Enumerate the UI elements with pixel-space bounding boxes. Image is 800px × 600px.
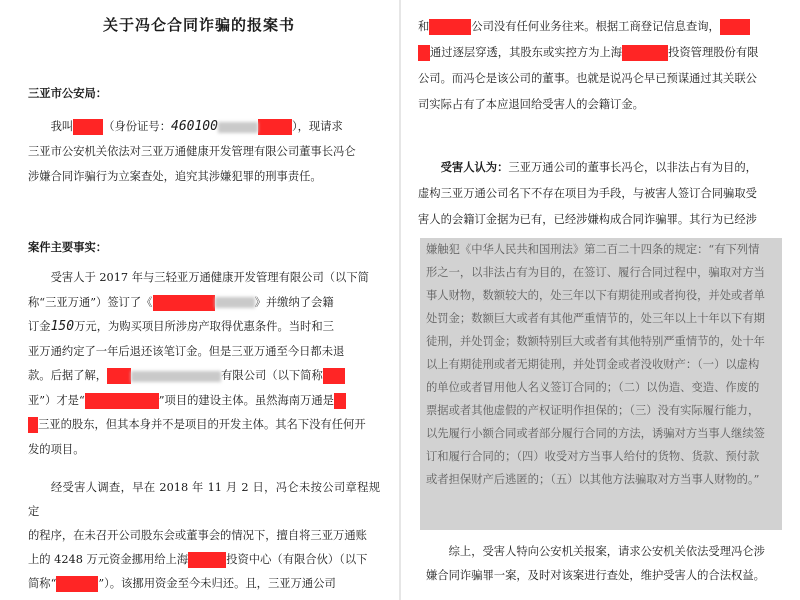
redaction-shanghai bbox=[622, 45, 668, 61]
relation-paragraph: 和 公司没有任何业务往来。根据工商登记信息查询， 通过逐层穿透，其股东或实控方为上海 投资管理股份有限 公司。而冯仑是该公司的董事。也就是说冯仑早已预谋通过其关联公 司实际占有了本应退回给受害人的会籍订金。 bbox=[418, 20, 759, 111]
addressee-text: 三亚市公安局： bbox=[28, 86, 108, 100]
facts-paragraph: 受害人于 2017 年与三轻亚万通健康开发管理有限公司（以下简 称“三亚万通”）签订了《 》并缴纳了会籍 订金150万元，为购买项目所涉房产取得优惠条件。当时和三 亚万通约定了一年后退还该笔订金。但是三亚万通至今日都未退 款。后据了解， 有限公司（以下简称 亚”）才是“ ”项目的建设主体。虽然海南万通是 三亚的股东，但其本身并不是项目的开发主体。其名下没有任何开 发的项目。 bbox=[28, 271, 369, 456]
redaction-shortname bbox=[56, 576, 98, 592]
redaction-project bbox=[85, 393, 159, 409]
blurred-id bbox=[218, 122, 258, 133]
redaction-id bbox=[258, 119, 292, 135]
intro-line-1: 我叫 （身份证号：460100 ），现请求 bbox=[50, 119, 343, 134]
opinion-paragraph: 受害人认为：三亚万通公司的董事长冯仑，以非法占有为目的， 虚构三亚万通公司名下不存在项目为手段，与被害人签订合同骗取受 害人的会籍订金据为已有，已经涉嫌构成合同诈骗罪。其行为已经涉 bbox=[418, 160, 757, 226]
handwritten-amount: 150 bbox=[50, 319, 75, 334]
intro-line-2: 三亚市公安机关依法对三亚万通健康开发管理有限公司董事长冯仑 bbox=[28, 145, 356, 158]
redaction-company-2 bbox=[429, 19, 471, 35]
document-title: 关于冯仑合同诈骗的报案书 bbox=[102, 16, 295, 34]
criminal-law-excerpt: 嫌触犯《中华人民共和国刑法》第二百二十四条的规定：“有下列情 形之一，以非法占有为目的，在签订、履行合同过程中，骗取对方当 事人财物，数额较大的，处三年以下有期徒刑或者拘役，并处或者单 处罚金；数额巨大或者有其他严重情节的，处三年以上十年以下有期 徒刑，并处罚金；数额特别巨大或者有其他特别严重情节的，处十年 以上有期徒刑或者无期徒刑，并处罚金或者没收财产：（一）以虚构 的单位或者冒用他人名义签订合同的；（二）以伪造、变造、作废的 票据或者其他虚假的产权证明作担保的；（三）没有实际履行能力， 以先履行小额合同或者部分履行合同的方法，诱骗对方当事人继续签 订和履行合同的；（四）收受对方当事人给付的货物、货款、预付款 或者担保财产后逃匿的；（五）以其他方法骗取对方当事人财物的。” bbox=[426, 243, 765, 486]
intro-paragraph bbox=[28, 114, 380, 189]
intro-line-3: 涉嫌合同诈骗行为立案查处，追究其涉嫌犯罪的刑事责任。 bbox=[28, 170, 322, 183]
addressee bbox=[28, 82, 380, 105]
investigation-paragraph: 经受害人调查，早在 2018 年 11 月 2 日，冯仑未按公司章程规定 的程序，在未召开公司股东会或董事会的情况下，擅自将三亚万通账 上的 4248 万元资金挪用给上海 投资中心（有限合伙）（以下 简称“ ”）。该挪用资金至今未归还。且，三亚万通公司 bbox=[28, 481, 380, 590]
redaction-company bbox=[107, 368, 131, 384]
conclusion-paragraph: 综上，受害人特向公安机关报案，请求公安机关依法受理冯仑涉 嫌合同诈骗罪一案，及时对该案进行查处，维护受害人的合法权益。 bbox=[426, 545, 765, 582]
handwritten-id: 460100 bbox=[171, 119, 218, 134]
redaction-investment bbox=[188, 552, 226, 568]
redaction-name bbox=[73, 119, 103, 135]
opinion-label: 受害人认为： bbox=[440, 160, 509, 174]
facts-heading: 案件主要事实： bbox=[28, 240, 108, 254]
document-page-left bbox=[0, 0, 398, 600]
page-divider bbox=[399, 0, 401, 600]
redaction-contract bbox=[153, 295, 215, 311]
